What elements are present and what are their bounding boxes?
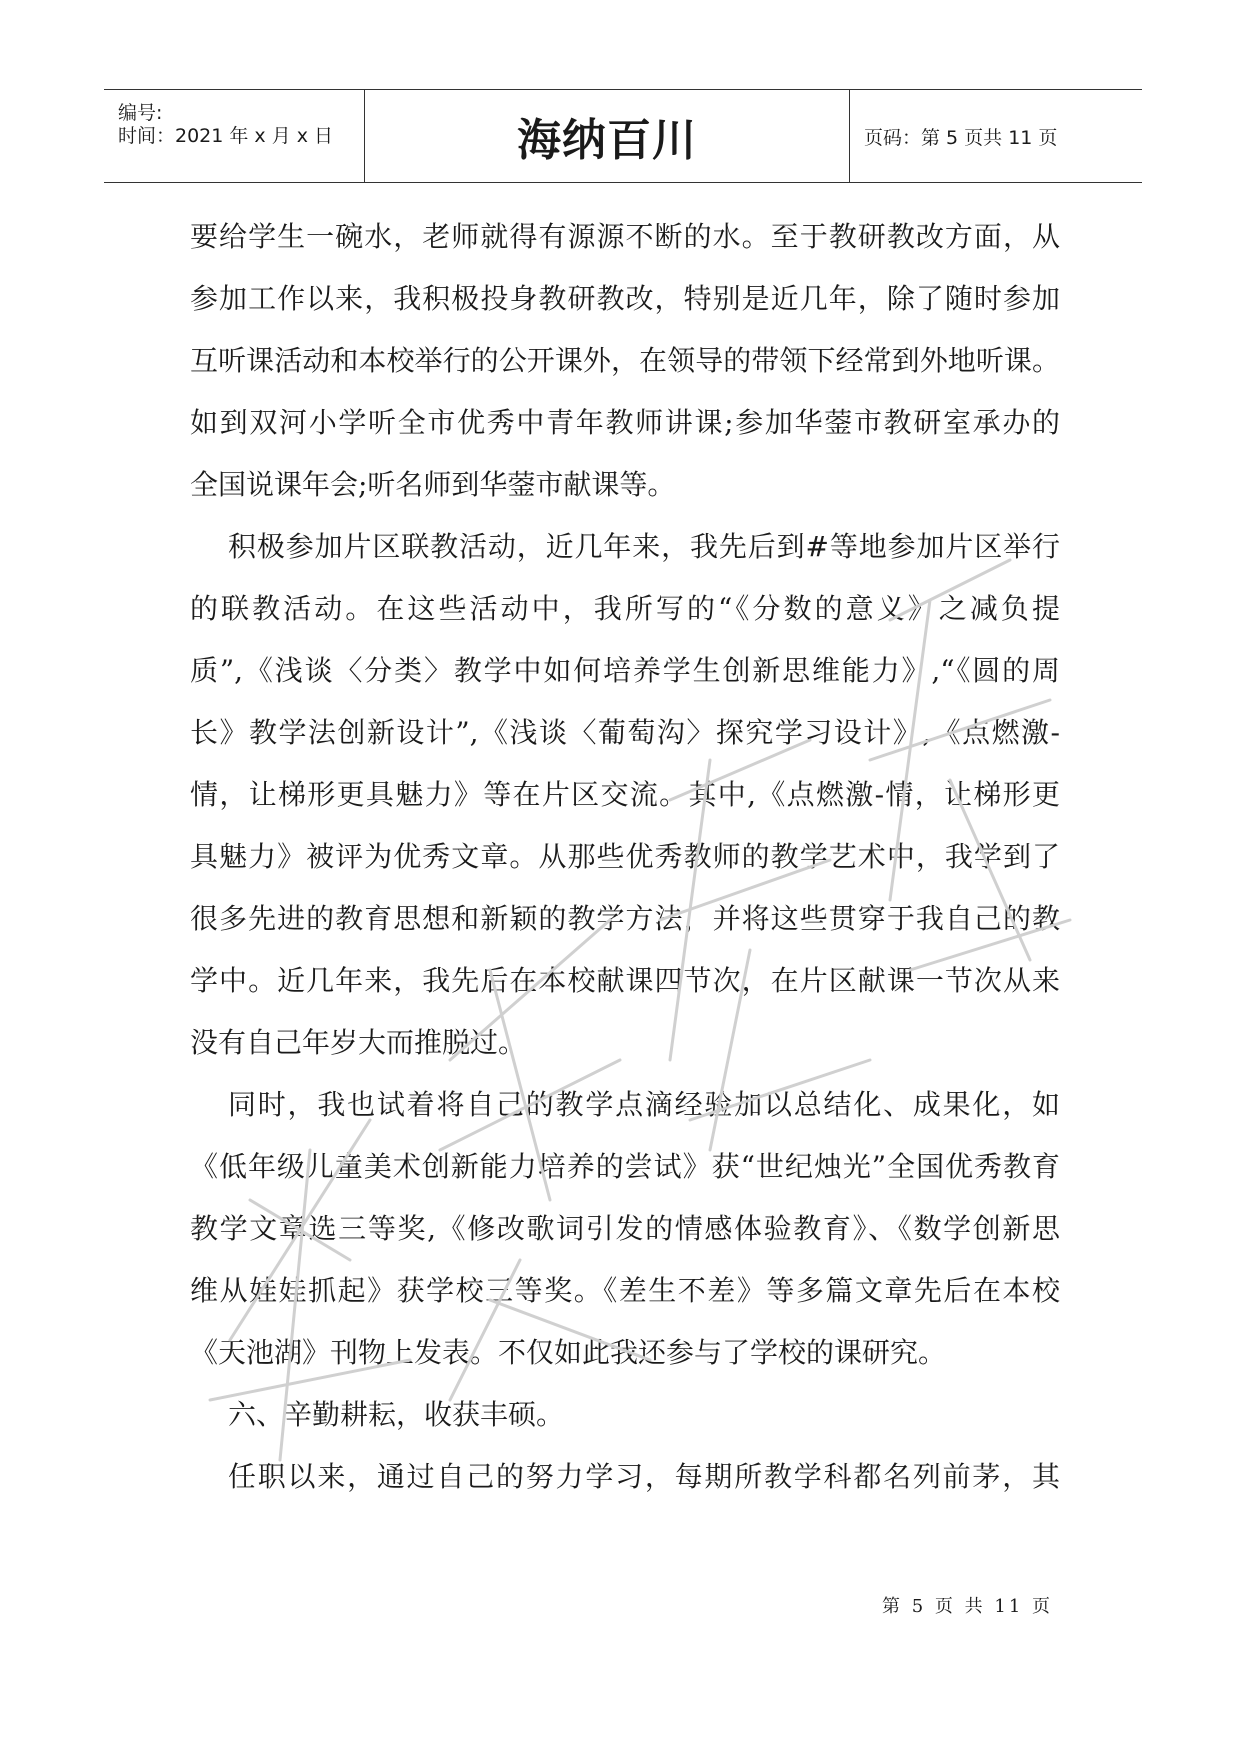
body-line: 《低年级儿童美术创新能力培养的尝试》获“世纪烛光”全国优秀教育	[190, 1150, 1060, 1183]
body-line: 的联教活动。在这些活动中，我所写的“《分数的意义》之减负提	[190, 592, 1060, 625]
body-line: 参加工作以来，我积极投身教研教改，特别是近几年，除了随时参加	[190, 282, 1060, 315]
body-line: 学中。近几年来，我先后在本校献课四节次，在片区献课一节次从来	[190, 964, 1060, 997]
header-logo: 海纳百川	[517, 115, 697, 166]
body-line: 情，让梯形更具魅力》等在片区交流。其中,《点燃激-情，让梯形更	[190, 778, 1060, 811]
body-line: 教学文章选三等奖,《修改歌词引发的情感体验教育》、《数学创新思	[190, 1212, 1060, 1245]
body-line: 全国说课年会;听名师到华蓥市献课等。	[190, 468, 676, 501]
body-line: 质”,《浅谈〈分类〉教学中如何培养学生创新思维能力》,“《圆的周	[190, 654, 1060, 687]
body-line: 要给学生一碗水，老师就得有源源不断的水。至于教研教改方面，从	[190, 220, 1060, 253]
body-line: 互听课活动和本校举行的公开课外，在领导的带领下经常到外地听课。	[190, 344, 1060, 377]
body-line: 没有自己年岁大而推脱过。	[190, 1026, 527, 1059]
header-logo-cell	[364, 90, 850, 182]
time-label: 时间：2021 年 x 月 x 日	[118, 125, 334, 147]
body-line: 长》教学法创新设计”,《浅谈〈葡萄沟〉探究学习设计》,《点燃激-	[190, 716, 1060, 749]
page-footer: 第 5 页 共 11 页	[882, 1596, 1053, 1617]
body-line: 很多先进的教育思想和新颖的教学方法，并将这些贯穿于我自己的教	[190, 902, 1060, 935]
document-header	[104, 89, 1142, 183]
body-line: 同时，我也试着将自己的教学点滴经验加以总结化、成果化，如	[228, 1088, 1060, 1121]
body-line: 任职以来，通过自己的努力学习，每期所教学科都名列前茅，其	[228, 1460, 1060, 1493]
body-line: 如到双河小学听全市优秀中青年教师讲课;参加华蓥市教研室承办的	[190, 406, 1060, 439]
section-heading: 六、辛勤耕耘，收获丰硕。	[228, 1398, 565, 1431]
body-line: 《天池湖》刊物上发表。不仅如此我还参与了学校的课研究。	[190, 1336, 947, 1369]
document-body	[190, 206, 1060, 1508]
number-label: 编号:	[118, 102, 163, 124]
header-info-cell	[104, 90, 364, 182]
body-line: 积极参加片区联教活动，近几年来，我先后到#等地参加片区举行	[228, 530, 1060, 563]
body-line: 维从娃娃抓起》获学校三等奖。《差生不差》等多篇文章先后在本校	[190, 1274, 1060, 1307]
page-code: 页码：第 5 页共 11 页	[864, 126, 1058, 149]
header-page-cell	[850, 90, 1142, 182]
body-line: 具魅力》被评为优秀文章。从那些优秀教师的教学艺术中，我学到了	[190, 840, 1060, 873]
